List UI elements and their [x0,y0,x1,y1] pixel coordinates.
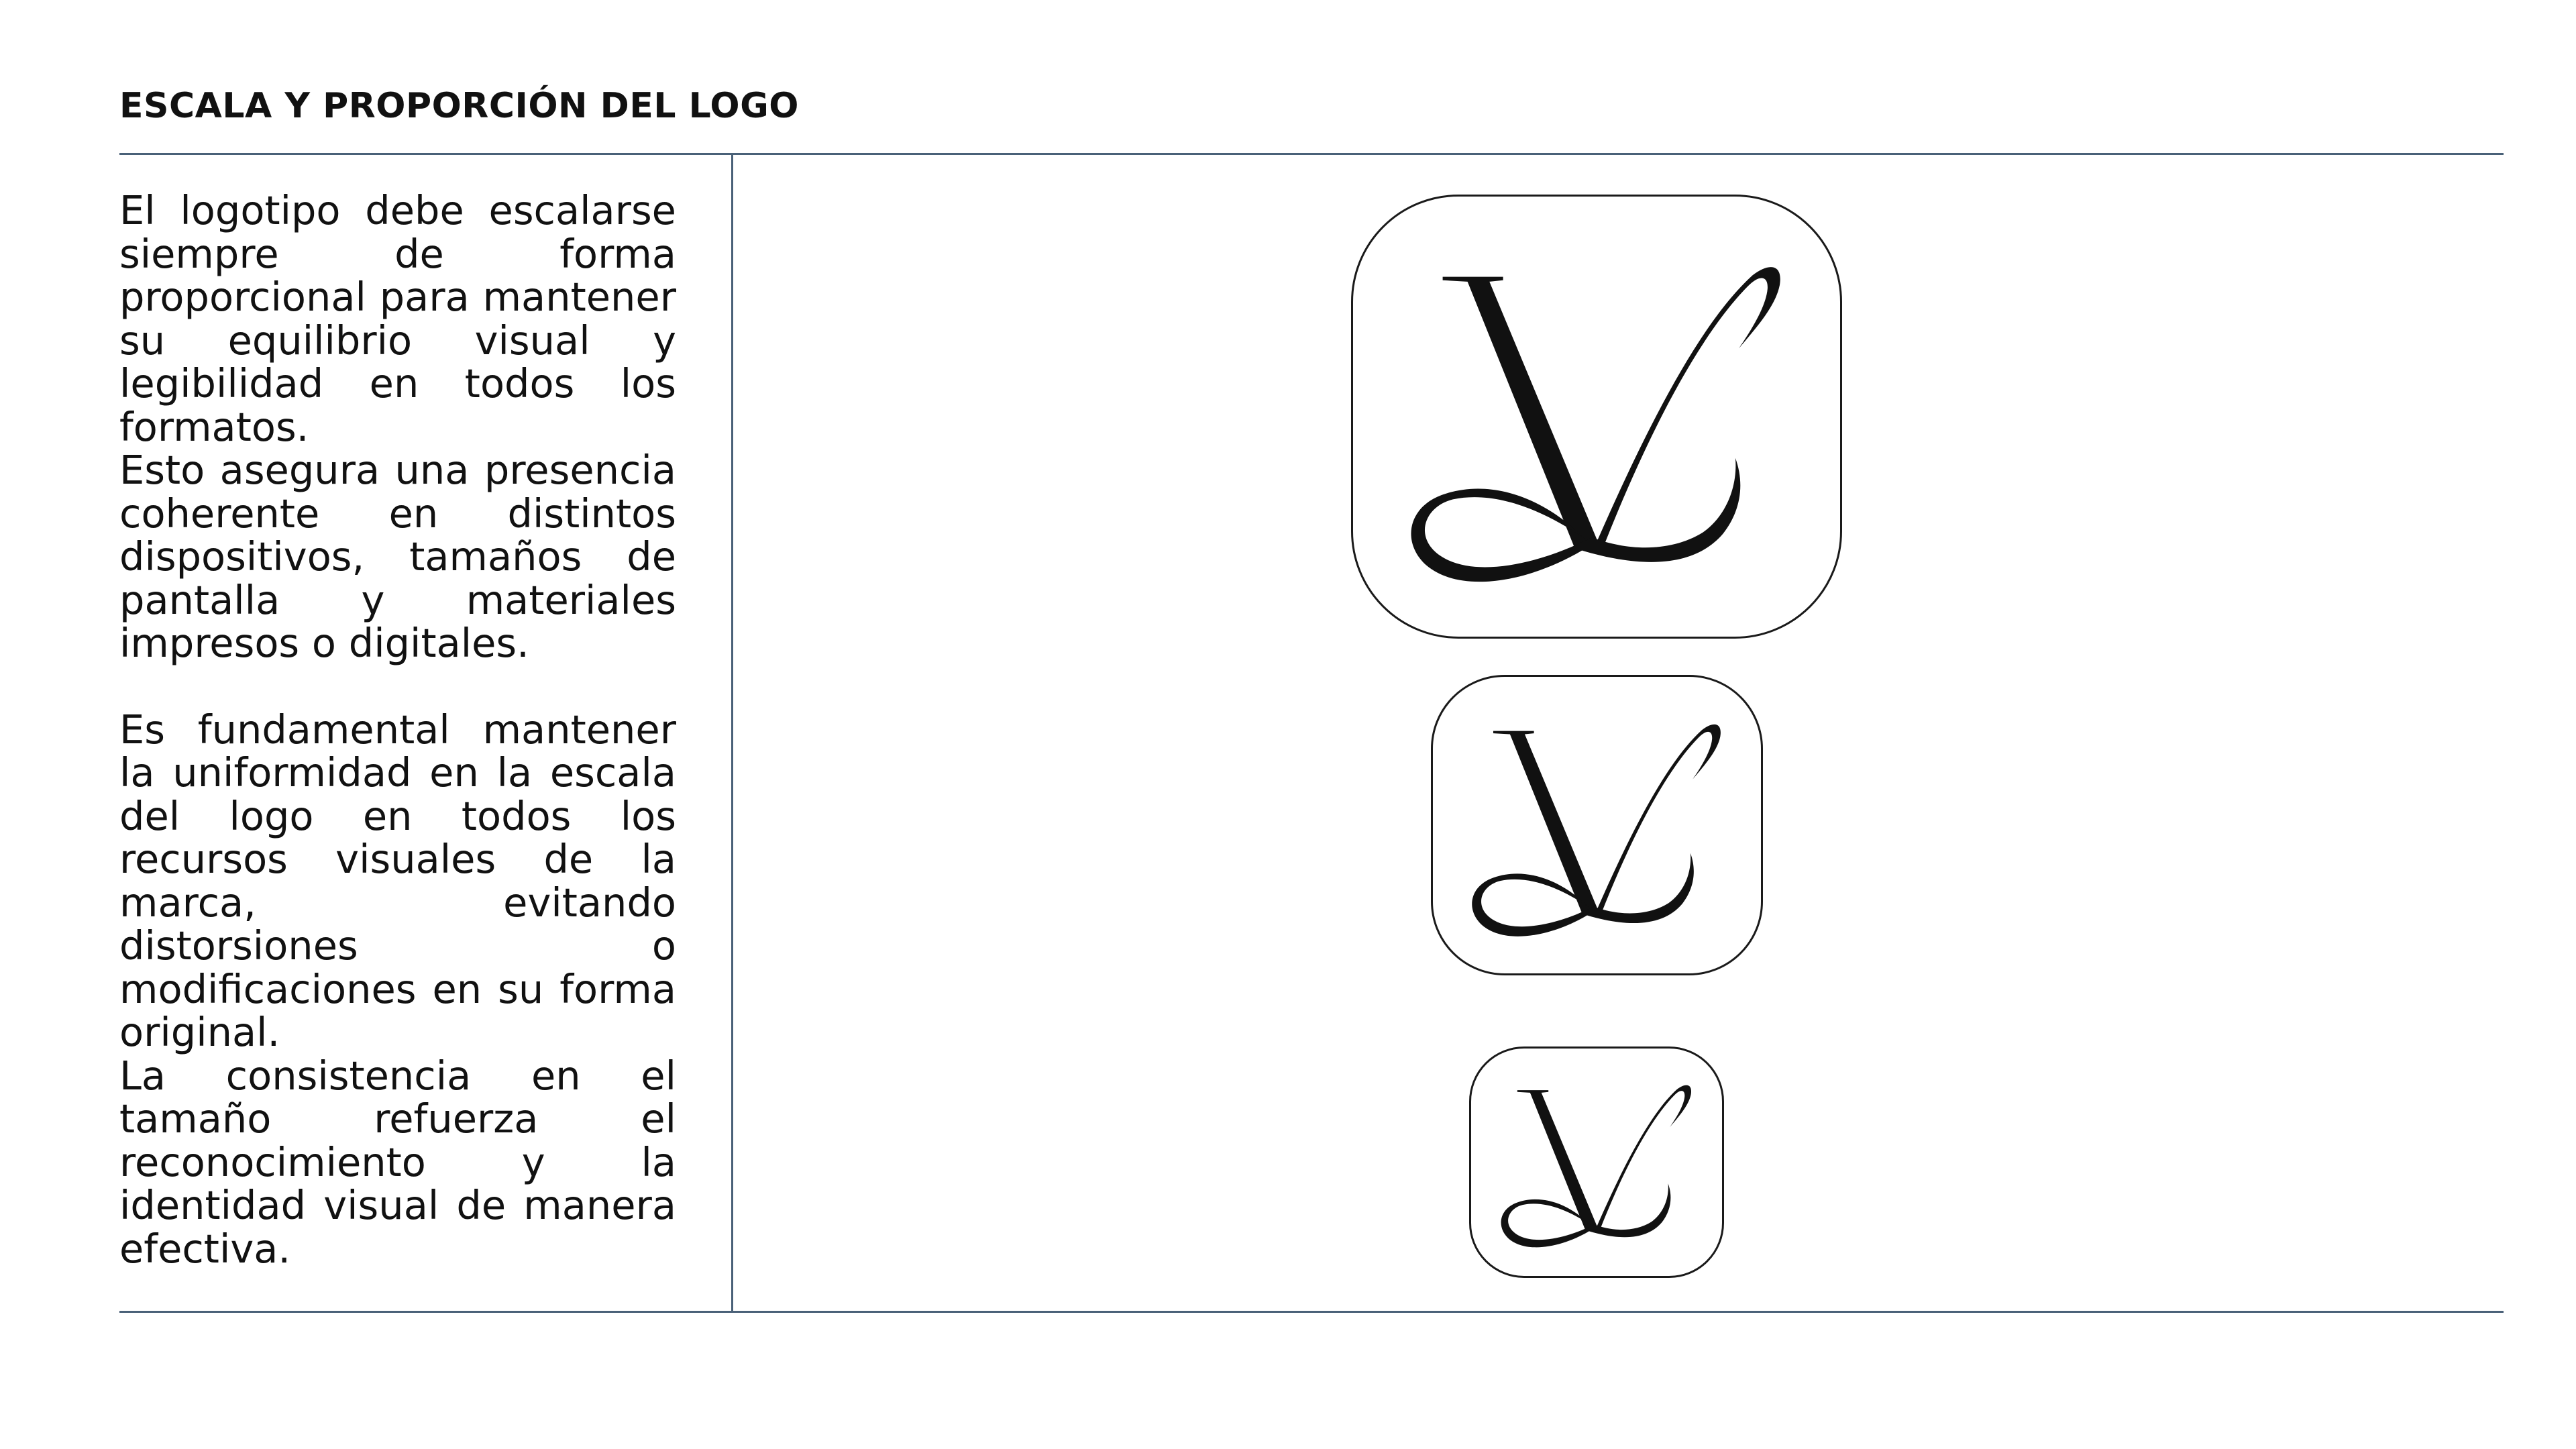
top-divider [119,153,2504,155]
paragraph-consistency: La consistencia en el tamaño refuerza el reconocimiento y la identidad visual de manera efectiva. [119,1052,676,1272]
column-divider [731,153,733,1313]
page-title: ESCALA Y PROPORCIÓN DEL LOGO [119,86,799,126]
paragraph-gap [119,665,676,708]
paragraph-coherence: Esto asegura una presencia coherente en distintos dispositivos, tamaños de pantalla y materiales impresos o digitales. [119,447,676,666]
logo-small-tile [1469,1046,1724,1278]
description-text [119,189,676,1271]
logo-large-tile [1351,195,1842,639]
paragraph-uniformity: Es fundamental mantener la uniformidad en la escala del logo en todos los recursos visuales de la marca, evitando distorsiones o modificaciones en su forma original. [119,706,676,1055]
yl-monogram-icon [1433,677,1761,973]
bottom-divider [119,1311,2504,1313]
yl-monogram-icon [1353,197,1840,637]
logo-medium-tile [1431,675,1763,975]
paragraph-scaling: El logotipo debe escalarse siempre de forma proporcional para mantener su equilibrio visual y legibilidad en todos los formatos. [119,187,676,450]
yl-monogram-icon [1471,1049,1722,1276]
